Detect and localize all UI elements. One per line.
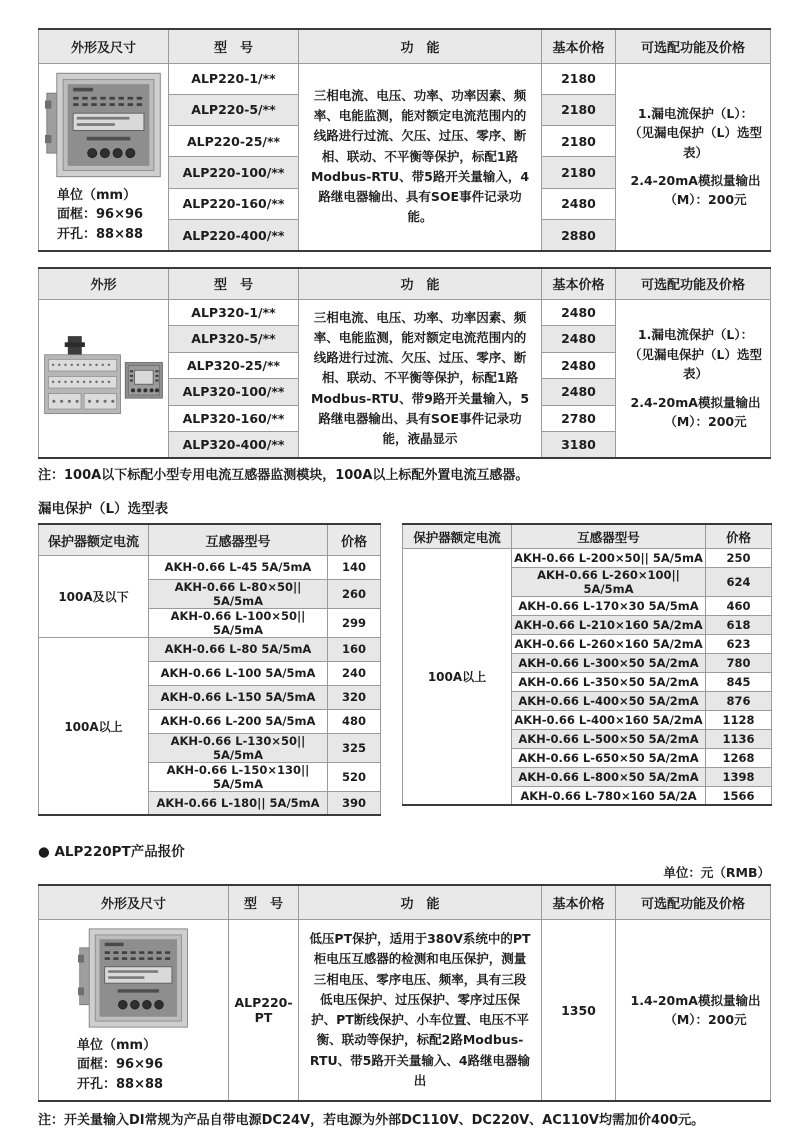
- options-cell: [616, 299, 771, 458]
- function-cell: 低压PT保护，适用于380V系统中的PT柜电压互感器的检测和电压保护，测量三相电压、零序电压、频率，具有三段低电压保护、过压保护、零序过压保护、PT断线保护、小车位置、电压不平衡、联动等保护，标配2路Modbus-RTU、带5路开关量输入、4路继电器输出: [299, 919, 542, 1101]
- price-cell: 480: [328, 709, 381, 733]
- header-appearance-size: 外形及尺寸: [39, 885, 229, 919]
- ct-model-cell: AKH-0.66 L-45 5A/5mA: [149, 555, 328, 579]
- ct-model-cell: AKH-0.66 L-200×50|| 5A/5mA: [512, 548, 706, 567]
- model-cell: ALP220-160/**: [169, 188, 299, 219]
- price-cell: 320: [328, 685, 381, 709]
- model-cell: ALP220-100/**: [169, 157, 299, 188]
- model-cell: ALP320-160/**: [169, 405, 299, 432]
- price-cell: 1566: [706, 786, 772, 805]
- header-rated-current: 保护器额定电流: [39, 524, 149, 555]
- alp220pt-spec-table: [38, 884, 771, 1102]
- table-header-row: [39, 524, 381, 555]
- ct-model-cell: AKH-0.66 L-180|| 5A/5mA: [149, 791, 328, 815]
- ct-model-cell: AKH-0.66 L-150×130|| 5A/5mA: [149, 762, 328, 791]
- option-line: （见漏电保护（L）选型表）: [629, 125, 762, 160]
- table-header-row: [39, 268, 771, 299]
- header-function: 功 能: [299, 268, 542, 299]
- price-cell: 845: [706, 672, 772, 691]
- header-price: 价格: [328, 524, 381, 555]
- ct-model-cell: AKH-0.66 L-80 5A/5mA: [149, 637, 328, 661]
- table-row: [39, 63, 771, 94]
- header-price: 价格: [706, 524, 772, 548]
- ct-model-cell: AKH-0.66 L-210×160 5A/2mA: [512, 615, 706, 634]
- options-cell: [616, 63, 771, 251]
- price-cell: 460: [706, 596, 772, 615]
- price-cell: 1128: [706, 710, 772, 729]
- options-cell: [616, 919, 771, 1101]
- model-cell: ALP320-100/**: [169, 379, 299, 406]
- table-header-row: [39, 29, 771, 63]
- price-cell: 3180: [542, 432, 616, 459]
- table-header-row: [39, 885, 771, 919]
- bullet-icon: ●: [38, 844, 50, 861]
- product-image-cell: [39, 63, 169, 251]
- price-cell: 140: [328, 555, 381, 579]
- option-line: （M）：200元: [664, 1012, 747, 1028]
- dimension-caption: [77, 1036, 224, 1095]
- alp220-meter-image: [45, 70, 163, 180]
- model-cell: ALP220-5/**: [169, 94, 299, 125]
- ct-model-cell: AKH-0.66 L-130×50|| 5A/5mA: [149, 733, 328, 762]
- option-line: 2.4-20mA模拟量输出: [630, 172, 761, 188]
- table-row: [39, 637, 381, 661]
- price-cell: 1136: [706, 729, 772, 748]
- price-cell: 2880: [542, 220, 616, 251]
- caption-frame: 面框：96×96: [77, 1057, 164, 1073]
- header-options-price: 可选配功能及价格: [616, 885, 771, 919]
- product-image-cell: [39, 919, 229, 1101]
- option-line: 1.漏电流保护（L）：: [637, 105, 754, 121]
- option-line: （见漏电保护（L）选型表）: [629, 346, 762, 382]
- price-cell: 390: [328, 791, 381, 815]
- header-function: 功 能: [299, 29, 542, 63]
- product-image-cell: [39, 299, 169, 458]
- table-row: [403, 548, 772, 567]
- price-cell: 1350: [542, 919, 616, 1101]
- price-cell: 623: [706, 634, 772, 653]
- price-cell: 624: [706, 567, 772, 596]
- model-cell: ALP320-400/**: [169, 432, 299, 459]
- leakage-table-right: [402, 523, 772, 806]
- rated-current-group: 100A及以下: [39, 555, 149, 637]
- ct-model-cell: AKH-0.66 L-300×50 5A/2mA: [512, 653, 706, 672]
- ct-model-cell: AKH-0.66 L-400×50 5A/2mA: [512, 691, 706, 710]
- function-cell: 三相电流、电压、功率、功率因素、频率、电能监测，能对额定电流范围内的线路进行过流、欠压、过压、零序、断相、联动、不平衡等保护，标配1路Modbus-RTU、带5路开关量输入，4路继电器输出、具有SOE事件记录功能。: [299, 63, 542, 251]
- header-model: 型 号: [169, 29, 299, 63]
- rated-current-group: 100A以上: [403, 548, 512, 805]
- model-cell: ALP220-400/**: [169, 220, 299, 251]
- header-ct-model: 互感器型号: [149, 524, 328, 555]
- option-line: 1.漏电流保护（L）：: [637, 327, 754, 343]
- model-cell: ALP320-1/**: [169, 299, 299, 326]
- caption-unit: 单位（mm）: [77, 1037, 157, 1053]
- model-cell: ALP320-25/**: [169, 352, 299, 379]
- header-appearance-size: 外形及尺寸: [39, 29, 169, 63]
- price-cell: 1268: [706, 748, 772, 767]
- table-header-row: [403, 524, 772, 548]
- header-base-price: 基本价格: [542, 268, 616, 299]
- pt-section-title-text: ALP220PT产品报价: [54, 844, 185, 861]
- price-cell: 876: [706, 691, 772, 710]
- ct-model-cell: AKH-0.66 L-650×50 5A/2mA: [512, 748, 706, 767]
- model-cell: ALP220-25/**: [169, 126, 299, 157]
- option-line: （M）：200元: [664, 192, 747, 208]
- leakage-tables-row: [38, 523, 770, 816]
- price-cell: 240: [328, 661, 381, 685]
- price-cell: 780: [706, 653, 772, 672]
- leakage-table-title: 漏电保护（L）选型表: [38, 501, 169, 518]
- ct-model-cell: AKH-0.66 L-100 5A/5mA: [149, 661, 328, 685]
- ct-model-cell: AKH-0.66 L-260×160 5A/2mA: [512, 634, 706, 653]
- header-model: 型 号: [229, 885, 299, 919]
- price-cell: 260: [328, 579, 381, 608]
- model-cell: ALP320-5/**: [169, 326, 299, 353]
- caption-cutout: 开孔：88×88: [57, 226, 144, 242]
- unit-note: 单位：元（RMB）: [663, 865, 770, 881]
- ct-model-cell: AKH-0.66 L-150 5A/5mA: [149, 685, 328, 709]
- header-options-price: 可选配功能及价格: [616, 268, 771, 299]
- header-base-price: 基本价格: [542, 885, 616, 919]
- price-cell: 2480: [542, 299, 616, 326]
- alp220pt-meter-image: [78, 926, 190, 1030]
- price-cell: 2180: [542, 157, 616, 188]
- table-row: [39, 919, 771, 1101]
- di-power-note: 注：开关量输入DI常规为产品自带电源DC24V，若电源为外部DC110V、DC220V、AC110V均需加价400元。: [38, 1113, 705, 1129]
- option-line: 2.4-20mA模拟量输出: [630, 394, 761, 410]
- price-cell: 160: [328, 637, 381, 661]
- price-cell: 2480: [542, 352, 616, 379]
- ct-model-cell: AKH-0.66 L-200 5A/5mA: [149, 709, 328, 733]
- price-cell: 2180: [542, 63, 616, 94]
- option-line: （M）：200元: [664, 413, 747, 429]
- ct-model-cell: AKH-0.66 L-260×100|| 5A/5mA: [512, 567, 706, 596]
- caption-cutout: 开孔：88×88: [77, 1076, 164, 1092]
- price-cell: 1398: [706, 767, 772, 786]
- alp320-spec-table: [38, 267, 771, 459]
- table-row: [39, 299, 771, 326]
- header-base-price: 基本价格: [542, 29, 616, 63]
- price-cell: 299: [328, 608, 381, 637]
- price-cell: 2480: [542, 379, 616, 406]
- price-cell: 520: [328, 762, 381, 791]
- header-model: 型 号: [169, 268, 299, 299]
- function-cell: 三相电流、电压、功率、功率因素、频率、电能监测，能对额定电流范围内的线路进行过流、欠压、过压、零序、断相、联动、不平衡等保护，标配1路Modbus-RTU、带9路开关量输入，5路继电器输出、具有SOE事件记录功能，液晶显示: [299, 299, 542, 458]
- option-line: 1.4-20mA模拟量输出: [630, 992, 761, 1008]
- ct-model-cell: AKH-0.66 L-400×160 5A/2mA: [512, 710, 706, 729]
- table-row: [39, 555, 381, 579]
- caption-unit: 单位（mm）: [57, 187, 137, 203]
- caption-frame: 面框：96×96: [57, 207, 144, 222]
- header-rated-current: 保护器额定电流: [403, 524, 512, 548]
- price-cell: 2180: [542, 94, 616, 125]
- price-cell: 2480: [542, 326, 616, 353]
- price-cell: 618: [706, 615, 772, 634]
- alp220-spec-table: [38, 28, 771, 252]
- ct-model-cell: AKH-0.66 L-80×50|| 5A/5mA: [149, 579, 328, 608]
- ct-model-cell: AKH-0.66 L-500×50 5A/2mA: [512, 729, 706, 748]
- model-cell: ALP220-PT: [229, 919, 299, 1101]
- ct-model-cell: AKH-0.66 L-800×50 5A/2mA: [512, 767, 706, 786]
- ct-model-cell: AKH-0.66 L-170×30 5A/5mA: [512, 596, 706, 615]
- model-cell: ALP220-1/**: [169, 63, 299, 94]
- pt-section-title: [38, 840, 770, 860]
- leakage-table-left: [38, 523, 381, 816]
- price-cell: 2180: [542, 126, 616, 157]
- dimension-caption: [57, 186, 164, 245]
- header-appearance: 外形: [39, 268, 169, 299]
- price-cell: 2780: [542, 405, 616, 432]
- header-function: 功 能: [299, 885, 542, 919]
- rated-current-group: 100A以上: [39, 637, 149, 815]
- ct-config-note: 注：100A以下标配小型专用电流互感器监测模块，100A以上标配外置电流互感器。: [38, 468, 529, 484]
- price-cell: 2480: [542, 188, 616, 219]
- header-ct-model: 互感器型号: [512, 524, 706, 548]
- header-options-price: 可选配功能及价格: [616, 29, 771, 63]
- ct-model-cell: AKH-0.66 L-350×50 5A/2mA: [512, 672, 706, 691]
- price-cell: 325: [328, 733, 381, 762]
- alp320-device-image: [43, 330, 164, 426]
- ct-model-cell: AKH-0.66 L-100×50|| 5A/5mA: [149, 608, 328, 637]
- ct-model-cell: AKH-0.66 L-780×160 5A/2A: [512, 786, 706, 805]
- price-cell: 250: [706, 548, 772, 567]
